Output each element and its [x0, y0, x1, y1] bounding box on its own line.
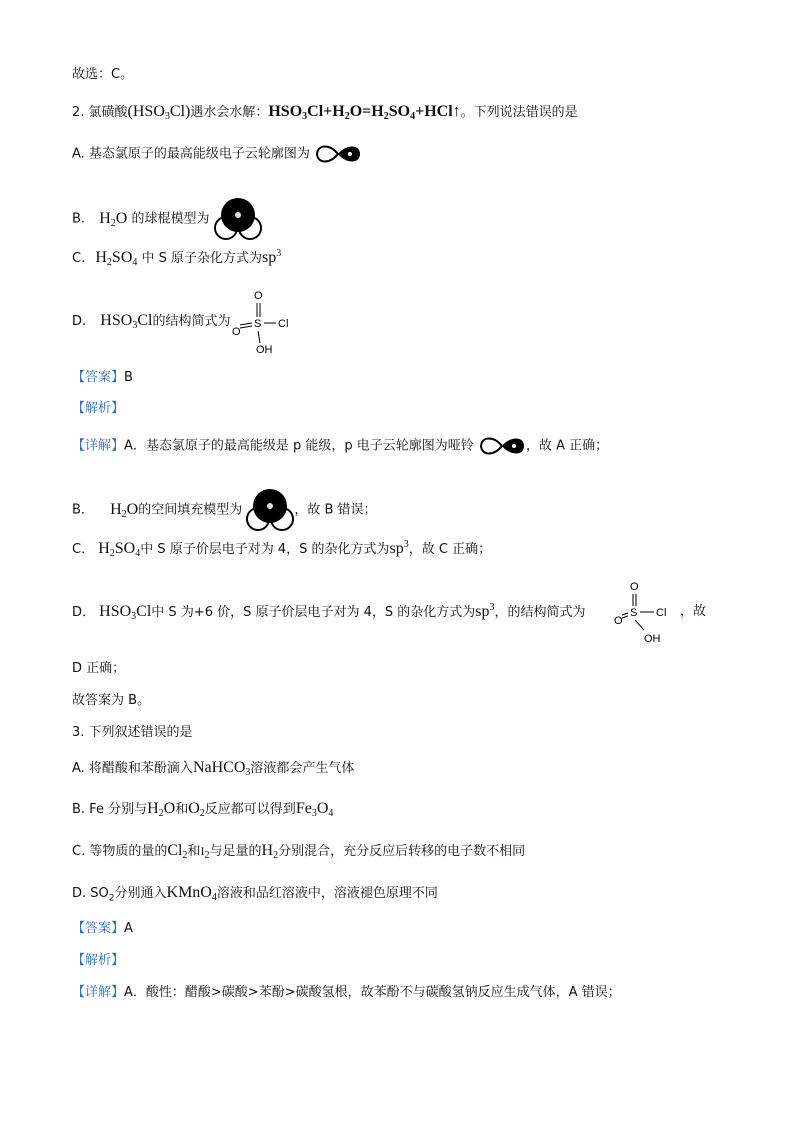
dumbbell-orbital-icon [314, 144, 362, 164]
formula-nahco3: NaHCO$_3$ [192, 759, 251, 778]
h2o-model-icon [214, 196, 262, 242]
formula-hso3cl: $HSO_3Cl$ [99, 603, 152, 622]
formula-h2: $H_2$ [261, 842, 279, 861]
q2-explain-d-cont: D 正确； [72, 661, 126, 676]
q1-conclusion: 故选：C。 [72, 67, 134, 82]
svg-text:O: O [630, 581, 639, 593]
q3-option-c: C. 等物质的量的$Cl_2$和$I_2$与足量的$H_2$分别混合，充分反应后转移的电子数不相同 [72, 842, 526, 861]
formula-fe3o4: $Fe_3O_4$ [295, 800, 334, 819]
q3-analysis-label: 【解析】 [72, 953, 125, 968]
hybrid-sp3: $sp^3$ [475, 602, 495, 620]
hso3cl-structure [232, 287, 296, 359]
formula-i2: $I_2$ [200, 844, 210, 861]
svg-text:O: O [254, 290, 263, 302]
q2-explain-a: 【详解】A．基态氯原子的最高能级是 p 能级，p 电子云轮廓图为哑铃 ，故 A 正确； [72, 436, 608, 456]
dumbbell-orbital-icon [478, 436, 526, 456]
svg-text:S: S [254, 318, 262, 330]
svg-text:Cl: Cl [656, 607, 667, 619]
q2-explain-d: D． $HSO_3Cl$中 S 为+6 价，S 原子价层电子对为 4，S 的杂化方式为$sp^3$，的结构简式为 [72, 602, 586, 622]
q2-analysis-label: 【解析】 [72, 401, 125, 416]
formula-kmno4: KMnO$_4$ [166, 884, 217, 903]
q3-option-d: D. $SO_2$分别通入KMnO$_4$溶液和品红溶液中，溶液褪色原理不同 [72, 884, 438, 904]
formula-h2o: $H_2O$ [99, 209, 128, 229]
hybrid-sp3: $sp^3$ [389, 539, 409, 557]
hso3cl-structure [614, 578, 678, 650]
q2-conclusion: 故答案为 B。 [72, 693, 151, 708]
svg-text:OH: OH [256, 344, 273, 356]
q3-answer: 【答案】A [72, 921, 133, 936]
q3-stem: 3. 下列叙述错误的是 [72, 725, 193, 740]
q2-option-a: A. 基态氯原子的最高能级电子云轮廓图为 [72, 144, 362, 164]
formula-hso3cl: $(HSO_3Cl)$ [127, 103, 191, 122]
hydrolysis-equation: $HSO_3Cl+H_2O=H_2SO_4+HCl↑$ [268, 103, 461, 122]
formula-o2: $O_2$ [188, 800, 205, 819]
q2-explain-c: C． $H_2SO_4$中 S 原子价层电子对为 4，S 的杂化方式为$sp^3$，故 C 正确； [72, 539, 492, 559]
formula-h2so4: $H_2SO_4$ [95, 249, 138, 268]
formula-cl2: $Cl_2$ [167, 842, 188, 861]
q2-explain-b: B． $H_2O$的空间填充模型为 ，故 B 错误； [72, 487, 377, 533]
h2o-space-filling-icon [246, 487, 294, 533]
svg-text:S: S [630, 607, 638, 619]
svg-text:OH: OH [644, 633, 661, 645]
hybrid-sp3: $sp^3$ [262, 248, 282, 266]
formula-hso3cl: $HSO_3Cl$ [100, 312, 153, 331]
q2-explain-d-tail: ，故 [680, 604, 707, 619]
q2-option-c: C. $H_2SO_4$ 中 S 原子杂化方式为$sp^3$ [72, 248, 282, 268]
svg-text:O: O [614, 615, 623, 627]
q2-option-d: D. $HSO_3Cl$的结构简式为 [72, 312, 231, 331]
formula-h2so4: $H_2SO_4$ [98, 540, 141, 559]
q2-option-b: B. $H_2O$ 的球棍模型为 [72, 196, 262, 242]
q2-stem: 2. 氯磺酸$(HSO_3Cl)$遇水会水解：$HSO_3Cl+H_2O=H_2SO_4+HCl↑$。下列说法错误的是 [72, 103, 578, 122]
q3-option-b: B. Fe 分别与$H_2O$和$O_2$反应都可以得到$Fe_3O_4$ [72, 800, 334, 819]
q2-answer: 【答案】B [72, 370, 133, 385]
q3-explain-a: 【详解】A．酸性：醋酸>碳酸>苯酚>碳酸氢根，故苯酚不与碳酸氢钠反应生成气体，A 错误； [72, 985, 621, 1000]
formula-h2o: $H_2O$ [110, 500, 139, 520]
formula-h2o: $H_2O$ [147, 800, 176, 819]
q3-option-a: A. 将醋酸和苯酚滴入NaHCO$_3$溶液都会产生气体 [72, 759, 355, 778]
svg-text:O: O [232, 326, 241, 338]
svg-text:Cl: Cl [278, 318, 289, 330]
